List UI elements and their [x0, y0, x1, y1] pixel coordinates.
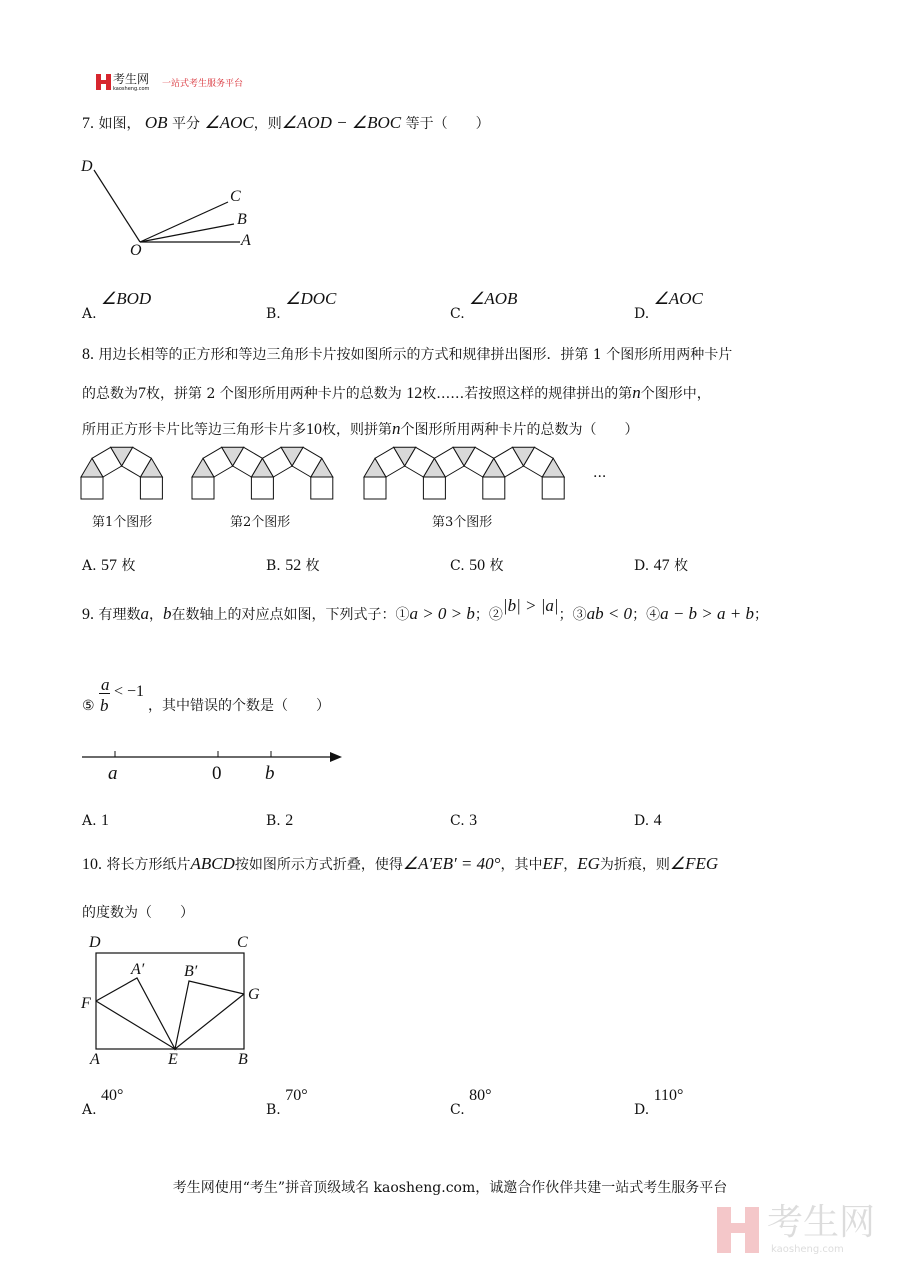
option-letter: A.: [82, 558, 97, 574]
option-letter: C.: [450, 813, 465, 829]
stem-text: 用边长相等的正方形和等边三角形卡片按如图所示的方式和规律拼出图形．拼第 1 个图形所用两种卡片: [98, 347, 733, 363]
point-label-a: A: [241, 232, 251, 249]
expr-3: ab < 0: [586, 604, 633, 623]
option-value: 80°: [469, 1087, 492, 1104]
stem-text: 的总数为: [82, 386, 138, 402]
point-label-b-prime: B′: [184, 963, 198, 980]
option-letter: A.: [82, 1102, 97, 1118]
point-label-b: B: [238, 1051, 248, 1068]
separator: ；: [753, 607, 768, 623]
stem-text: 等于（ ）: [405, 116, 490, 132]
option-d[interactable]: [634, 1087, 684, 1118]
math-n: n: [392, 419, 401, 438]
expr-2: |b| > |a|: [502, 596, 559, 615]
stem-text: 平分: [172, 116, 201, 132]
math-ef: EF: [542, 854, 564, 873]
question-number: 7.: [82, 115, 94, 132]
option-letter: D.: [634, 1102, 650, 1118]
math-ob: OB: [144, 113, 168, 132]
math-eg: EG: [577, 854, 600, 873]
option-unit: 枚: [305, 558, 320, 574]
option-value: 4: [653, 812, 662, 829]
stem-text: 有理数: [98, 607, 141, 623]
watermark-text: 考生网: [767, 1202, 876, 1243]
number: 10: [306, 421, 322, 438]
number: 12: [406, 385, 423, 402]
math-abcd: ABCD: [190, 854, 235, 873]
option-value: 40°: [101, 1087, 124, 1104]
option-a[interactable]: [82, 1087, 124, 1118]
point-label-c: C: [237, 934, 248, 951]
point-label-f: F: [81, 995, 91, 1012]
expr-1: a > 0 > b: [409, 604, 475, 623]
circled-number: ④: [646, 607, 661, 623]
footer-text: 考生网使用“考生”拼音顶级域名 kaosheng.com，诚邀合作伙伴共建一站式考生服务平台: [172, 1180, 728, 1196]
option-value: 2: [285, 812, 294, 829]
option-b[interactable]: [266, 1087, 308, 1118]
option-value: 70°: [285, 1087, 308, 1104]
option-value: 52: [285, 557, 302, 574]
math-feg: ∠FEG: [669, 854, 719, 873]
option-unit: 枚: [674, 558, 689, 574]
point-label-c: C: [230, 188, 241, 205]
figure-label: 第1个图形: [92, 515, 153, 530]
point-label-e: E: [168, 1051, 178, 1068]
stem-text: 按如图所示方式折叠，使得: [234, 857, 403, 873]
option-value: 57: [101, 557, 118, 574]
stem-text: 的度数为（ ）: [82, 905, 194, 921]
option-value: 1: [101, 812, 110, 829]
fraction-numerator: a: [101, 675, 110, 694]
option-letter: C.: [450, 306, 465, 322]
separator: ；: [558, 607, 573, 623]
stem-text: 为折痕，则: [599, 857, 670, 873]
stem-text: 如图，: [98, 116, 141, 132]
stem-text: ，: [148, 607, 163, 623]
option-letter: C.: [450, 558, 465, 574]
separator: ；: [632, 607, 647, 623]
math-expr: ∠AOD − ∠BOC: [281, 113, 402, 132]
option-unit: 枚: [121, 558, 136, 574]
circled-number: ③: [572, 607, 587, 623]
question-number: 10.: [82, 856, 102, 873]
option-letter: A.: [82, 306, 97, 322]
option-letter: D.: [634, 306, 650, 322]
option-value: ∠AOC: [653, 289, 703, 308]
stem-text: 枚……若按照这样的规律拼出的第: [422, 386, 633, 402]
option-letter: A.: [82, 813, 97, 829]
stem-text: 个图形中，: [640, 386, 711, 402]
option-value: ∠DOC: [285, 289, 337, 308]
logo-text: 考生网: [113, 72, 150, 86]
point-label-a-prime: A′: [131, 961, 145, 978]
option-letter: B.: [266, 1102, 281, 1118]
math-aoc: ∠AOC: [204, 113, 254, 132]
option-value: 110°: [653, 1087, 684, 1104]
option-value: 50: [469, 557, 486, 574]
math-n: n: [632, 383, 641, 402]
question-number: 9.: [82, 606, 94, 623]
header-slogan: 一站式考生服务平台: [162, 79, 244, 89]
point-label-g: G: [248, 986, 260, 1003]
option-unit: 枚: [489, 558, 504, 574]
option-letter: D.: [634, 558, 650, 574]
option-value: 47: [653, 557, 670, 574]
expr-5: < −1: [114, 683, 145, 700]
axis-label-a: a: [108, 763, 118, 784]
stem-text: 个图形所用两种卡片的总数为（ ）: [400, 422, 639, 438]
number: 7: [138, 385, 146, 402]
math-condition: ∠A′EB′ = 40°: [402, 854, 501, 873]
option-value: ∠BOD: [101, 289, 152, 308]
stem-text: 枚，拼第 2 个图形所用两种卡片的总数为: [146, 386, 402, 402]
axis-label-zero: 0: [212, 763, 222, 784]
option-c[interactable]: [450, 1087, 492, 1118]
point-label-d: D: [81, 158, 93, 175]
circled-number: ①: [395, 607, 410, 623]
option-value: 3: [469, 812, 478, 829]
option-letter: B.: [266, 813, 281, 829]
logo-sub: kaosheng.com: [113, 86, 150, 92]
separator: ；: [474, 607, 489, 623]
stem-text: ，其中: [500, 857, 543, 873]
axis-label-b: b: [265, 763, 275, 784]
circled-number: ②: [488, 607, 503, 623]
option-letter: B.: [266, 306, 281, 322]
option-letter: D.: [634, 813, 650, 829]
watermark-sub: kaosheng.com: [771, 1244, 844, 1255]
figure-label: 第2个图形: [230, 515, 291, 530]
stem-text: ，: [563, 857, 578, 873]
point-label-a: A: [90, 1051, 100, 1068]
stem-text: 将长方形纸片: [106, 857, 191, 873]
option-letter: C.: [450, 1102, 465, 1118]
point-label-o: O: [130, 242, 142, 259]
stem-text: ，其中错误的个数是（ ）: [148, 698, 330, 714]
question-number: 8.: [82, 346, 94, 363]
watermark-mark-icon: [715, 1203, 765, 1255]
point-label-d: D: [89, 934, 101, 951]
option-value: ∠AOB: [469, 289, 518, 308]
stem-text: 在数轴上的对应点如图，下列式子：: [171, 607, 396, 623]
point-label-b: B: [237, 211, 247, 228]
circled-number: ⑤: [82, 698, 95, 714]
expr-4: a − b > a + b: [660, 604, 754, 623]
math-b: b: [162, 604, 172, 623]
fraction-denominator: b: [100, 696, 109, 715]
stem-text: 枚，则拼第: [322, 422, 392, 438]
stem-text: ，则: [253, 116, 282, 132]
figure-label: 第3个图形: [432, 515, 493, 530]
stem-text: 所用正方形卡片比等边三角形卡片多: [82, 422, 306, 438]
math-a: a: [140, 604, 149, 623]
ellipsis: ...: [593, 465, 607, 481]
option-letter: B.: [266, 558, 281, 574]
